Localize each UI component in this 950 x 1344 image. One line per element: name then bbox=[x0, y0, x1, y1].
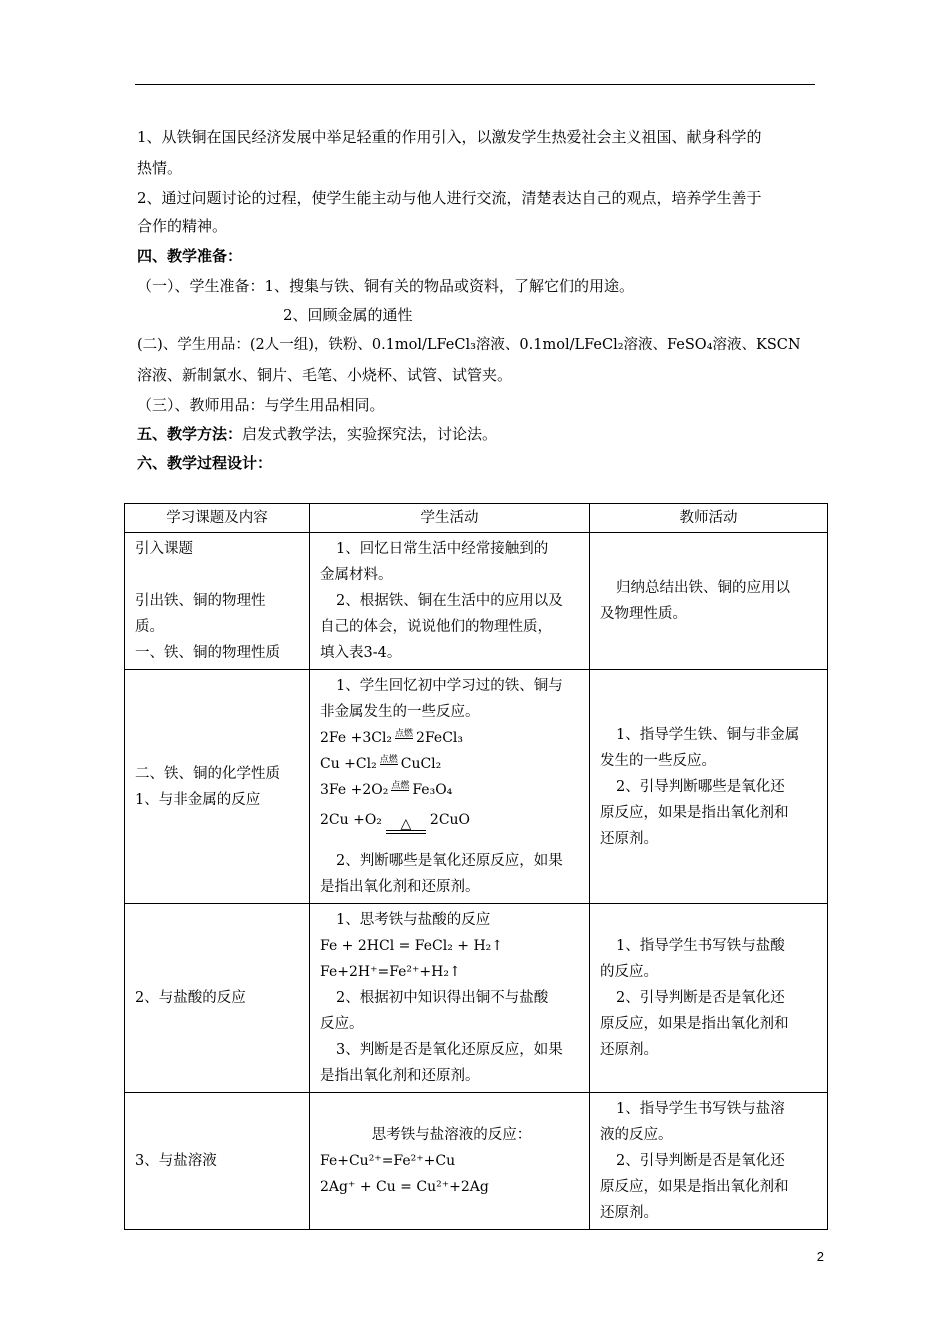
row4-equation: 2Ag⁺ + Cu = Cu²⁺+2Ag bbox=[320, 1179, 489, 1195]
page-number: 2 bbox=[816, 1249, 824, 1264]
prep-supplies-1: (二)、学生用品：(2人一组)，铁粉、0.1mol/LFeCl₃溶液、0.1mol/LFeCl₂溶液、FeSO₄溶液、KSCN bbox=[137, 337, 801, 353]
section5 bbox=[137, 421, 817, 447]
row2-student-line: 是指出氧化剂和还原剂。 bbox=[320, 879, 480, 895]
eq-left: 2Fe +3Cl₂ bbox=[320, 730, 393, 746]
eq-right: CuCl₂ bbox=[400, 756, 442, 772]
row4-teacher-line: 2、引导判断是否是氧化还 bbox=[616, 1153, 785, 1169]
table-row bbox=[125, 670, 828, 904]
intro-line-3: 2、通过问题讨论的过程，使学生能主动与他人进行交流，清楚表达自己的观点，培养学生善于 bbox=[137, 189, 762, 207]
row2-teacher-line: 还原剂。 bbox=[600, 830, 658, 847]
row1-topic-spacer bbox=[135, 562, 303, 588]
prep-supplies-2: 溶液、新制氯水、铜片、毛笔、小烧杯、试管、试管夹。 bbox=[137, 366, 513, 384]
intro-line-2: 热情。 bbox=[137, 159, 183, 177]
row2-topic bbox=[125, 670, 310, 904]
heat-condition bbox=[386, 816, 426, 834]
cond-text: △ bbox=[400, 816, 412, 832]
equation-cu-o2 bbox=[320, 807, 583, 834]
row3-teacher bbox=[590, 904, 828, 1093]
row2-teacher-line: 2、引导判断哪些是氧化还 bbox=[616, 778, 785, 795]
section5-text: 启发式教学法，实验探究法，讨论法。 bbox=[242, 425, 498, 443]
row4-teacher-line: 原反应，如果是指出氧化剂和 bbox=[600, 1179, 789, 1195]
eq-left: Cu +Cl₂ bbox=[320, 756, 377, 772]
row3-student bbox=[310, 904, 590, 1093]
row3-student-line: 反应。 bbox=[320, 1016, 364, 1032]
row3-ionic-equation: Fe+2H⁺=Fe²⁺+H₂↑ bbox=[320, 964, 461, 980]
eq-left: 2Cu +O₂ bbox=[320, 812, 382, 828]
cond-text: 点燃 bbox=[379, 755, 398, 765]
row1-teacher-line: 及物理性质。 bbox=[600, 606, 687, 622]
section4-title: 四、教学准备： bbox=[137, 247, 243, 265]
row3-teacher-line: 原反应，如果是指出氧化剂和 bbox=[600, 1016, 789, 1032]
row3-teacher-line: 1、指导学生书写铁与盐酸 bbox=[616, 938, 785, 954]
row4-teacher-line: 还原剂。 bbox=[600, 1205, 658, 1221]
col-header-student: 学生活动 bbox=[310, 504, 590, 533]
row3-teacher-line: 还原剂。 bbox=[600, 1042, 658, 1058]
cond-text: 点燃 bbox=[391, 781, 410, 791]
prep-student: （一）、学生准备：1、搜集与铁、铜有关的物品或资料，了解它们的用途。 bbox=[137, 277, 635, 295]
row3-student-line: 2、根据初中知识得出铜不与盐酸 bbox=[336, 990, 549, 1006]
eq-left: 3Fe +2O₂ bbox=[320, 782, 389, 798]
row2-topic-line: 1、与非金属的反应 bbox=[135, 791, 261, 808]
eq-right: 2FeCl₃ bbox=[416, 730, 463, 746]
row3-teacher-line: 的反应。 bbox=[600, 964, 658, 980]
row1-topic-line: 质。 bbox=[135, 619, 164, 635]
row4-student bbox=[310, 1093, 590, 1230]
section5-title: 五、教学方法： bbox=[137, 425, 243, 443]
row2-teacher-line: 原反应，如果是指出氧化剂和 bbox=[600, 804, 789, 821]
row2-student-line: 2、判断哪些是氧化还原反应，如果 bbox=[336, 853, 563, 869]
row2-teacher-line: 1、指导学生铁、铜与非金属 bbox=[616, 726, 800, 743]
row4-student-line: 思考铁与盐溶液的反应： bbox=[371, 1127, 532, 1143]
table-row bbox=[125, 1093, 828, 1230]
row1-teacher-line: 归纳总结出铁、铜的应用以 bbox=[616, 580, 790, 596]
row1-topic bbox=[125, 533, 310, 670]
row3-topic: 2、与盐酸的反应 bbox=[125, 904, 310, 1093]
row4-teacher bbox=[590, 1093, 828, 1230]
eq-right: 2CuO bbox=[429, 812, 471, 828]
section6-title: 六、教学过程设计： bbox=[137, 454, 273, 472]
row2-teacher bbox=[590, 670, 828, 904]
equation-fe-o2 bbox=[320, 777, 583, 803]
table-row bbox=[125, 904, 828, 1093]
intro-line-1: 1、从铁铜在国民经济发展中举足轻重的作用引入，以激发学生热爱社会主义祖国、献身科学的 bbox=[137, 128, 762, 146]
burn-condition bbox=[395, 731, 413, 739]
row1-student-line: 填入表3-4。 bbox=[320, 645, 402, 661]
header-rule bbox=[135, 84, 815, 85]
burn-condition bbox=[391, 783, 409, 791]
row4-teacher-line: 1、指导学生书写铁与盐溶 bbox=[616, 1101, 785, 1117]
row2-student bbox=[310, 670, 590, 904]
row1-student-line: 1、回忆日常生活中经常接触到的 bbox=[336, 541, 549, 557]
row3-student-line: 3、判断是否是氧化还原反应，如果 bbox=[336, 1042, 563, 1058]
lesson-table bbox=[124, 503, 828, 1230]
prep-student-2: 2、回顾金属的通性 bbox=[283, 306, 413, 324]
row1-topic-line: 引出铁、铜的物理性 bbox=[135, 593, 266, 609]
row1-topic-line: 一、铁、铜的物理性质 bbox=[135, 645, 280, 661]
row4-equation: Fe+Cu²⁺=Fe²⁺+Cu bbox=[320, 1153, 456, 1169]
table-row bbox=[125, 533, 828, 670]
row4-teacher-line: 液的反应。 bbox=[600, 1127, 673, 1143]
col-header-topic: 学习课题及内容 bbox=[125, 504, 310, 533]
col-header-teacher: 教师活动 bbox=[590, 504, 828, 533]
row1-topic-line: 引入课题 bbox=[135, 541, 193, 557]
cond-text: 点燃 bbox=[395, 729, 414, 739]
row4-topic: 3、与盐溶液 bbox=[125, 1093, 310, 1230]
row2-spacer bbox=[320, 834, 583, 848]
row1-student-line: 2、根据铁、铜在生活中的应用以及 bbox=[336, 593, 563, 609]
row1-student-line: 金属材料。 bbox=[320, 567, 393, 583]
row1-student-line: 自己的体会，说说他们的物理性质， bbox=[320, 619, 552, 635]
intro-line-4: 合作的精神。 bbox=[137, 217, 228, 235]
row3-equation: Fe + 2HCl = FeCl₂ + H₂↑ bbox=[320, 938, 504, 954]
row3-student-line: 是指出氧化剂和还原剂。 bbox=[320, 1068, 480, 1084]
table-header-row bbox=[125, 504, 828, 533]
burn-condition bbox=[380, 757, 398, 765]
row2-student-line: 1、学生回忆初中学习过的铁、铜与 bbox=[336, 678, 563, 694]
prep-teacher: （三）、教师用品：与学生用品相同。 bbox=[137, 396, 385, 414]
row2-teacher-line: 发生的一些反应。 bbox=[600, 752, 716, 769]
equation-fe-cl2 bbox=[320, 725, 583, 751]
row2-student-line: 非金属发生的一些反应。 bbox=[320, 704, 480, 720]
row3-student-line: 1、思考铁与盐酸的反应 bbox=[336, 912, 491, 928]
equation-cu-cl2 bbox=[320, 751, 583, 777]
row2-topic-line: 二、铁、铜的化学性质 bbox=[135, 765, 280, 782]
eq-right: Fe₃O₄ bbox=[412, 782, 453, 798]
row1-student bbox=[310, 533, 590, 670]
row1-teacher bbox=[590, 533, 828, 670]
row3-teacher-line: 2、引导判断是否是氧化还 bbox=[616, 990, 785, 1006]
